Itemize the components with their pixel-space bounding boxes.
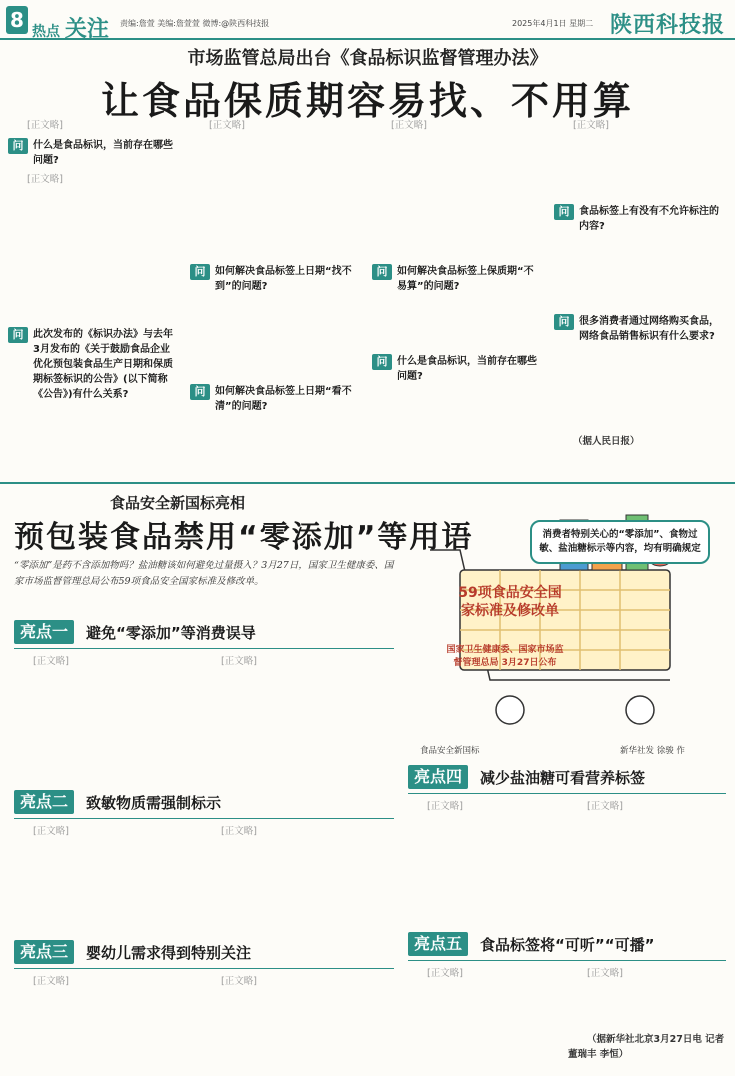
question-block: [190, 264, 360, 294]
question-text: 什么是食品标识，当前存在哪些问题?: [33, 139, 173, 166]
highlight-2-col2: [正文略]: [221, 826, 257, 837]
editors-line: 责编:詹萱 美编:詹萱萱 微博:@陕西科技报: [120, 19, 270, 28]
question-block: [8, 327, 178, 402]
question-block: [372, 354, 542, 384]
highlight-tag: 亮点一: [14, 620, 74, 644]
speech-bubble: 消费者特别关心的“零添加”、食物过敏、盐油糖标示等内容，均有明确规定: [530, 520, 710, 564]
page-number: 8: [6, 6, 28, 34]
story1-headline: 让食品保质期容易找、不用算: [100, 79, 634, 123]
question-text: 如何解决食品标签上日期“看不清”的问题?: [215, 385, 352, 412]
question-text: 很多消费者通过网络购买食品，网络食品销售标识有什么要求?: [579, 315, 719, 342]
highlight-3-col1: [正文略]: [33, 976, 69, 987]
question-marker: 问: [190, 264, 210, 280]
highlight-rule: [14, 648, 394, 649]
story1-col1: [正文略] 问 什么是食品标识，当前存在哪些问题? [正文略] 问 此次发布的《标识办法》与去年3月发布的《关于鼓励食品企业优化预包装食品生产日期和保质期标签标识的公告》(以下简称《公告》)有什么关系?: [8, 118, 178, 478]
highlight-2-bar: [14, 790, 221, 814]
question-text: 此次发布的《标识办法》与去年3月发布的《关于鼓励食品企业优化预包装食品生产日期和保质期标签标识的公告》(以下简称《公告》)有什么关系?: [33, 329, 173, 400]
question-text: 食品标签上有没有不允许标注的内容?: [579, 205, 719, 232]
story1-col3: [正文略] 问 如何解决食品标签上保质期“不易算”的问题? 问 什么是食品标识，当前存在哪些问题?: [372, 118, 542, 478]
illustration-caption: 食品安全新国标: [420, 746, 480, 756]
highlight-4-col1: [正文略]: [427, 801, 463, 812]
highlight-5-col1: [正文略]: [427, 968, 463, 979]
highlight-tag: 亮点二: [14, 790, 74, 814]
question-block: [372, 264, 542, 294]
masthead: [0, 0, 735, 40]
question-block: [8, 138, 178, 168]
highlight-tag: 亮点四: [408, 765, 468, 789]
highlight-4-col2: [正文略]: [587, 801, 623, 812]
story1-kicker: 市场监管总局出台《食品标识监督管理办法》: [187, 48, 548, 69]
question-marker: 问: [190, 384, 210, 400]
highlight-tag: 亮点五: [408, 932, 468, 956]
question-block: [554, 204, 726, 234]
highlight-3-bar: [14, 940, 251, 964]
highlight-title: 婴幼儿需求得到特别关注: [86, 943, 252, 962]
story1-end-credit: （据人民日报）: [573, 435, 640, 447]
highlight-title: 致敏物质需强制标示: [86, 793, 222, 812]
section-name: [32, 12, 109, 43]
highlight-5-bar: [408, 932, 654, 956]
highlight-title: 避免“零添加”等消费误导: [86, 623, 256, 642]
cart-title: 59项食品安全国家标准及修改单: [458, 585, 562, 619]
highlight-1-col1: [正文略]: [33, 656, 69, 667]
highlight-rule: [14, 968, 394, 969]
question-text: 什么是食品标识，当前存在哪些问题?: [397, 355, 537, 382]
story-divider: [0, 482, 735, 484]
story2-end-credit: （据新华社北京3月27日电 记者 董瑞丰 李恒）: [568, 1033, 725, 1060]
highlight-5-col2: [正文略] （据新华社北京3月27日电 记者 董瑞丰 李恒）: [568, 966, 726, 1074]
story2-kicker: 食品安全新国标亮相: [110, 494, 246, 512]
highlight-1-col2: [正文略]: [221, 656, 257, 667]
story2-headline: 预包装食品禁用“零添加”等用语: [14, 520, 474, 555]
question-text: 如何解决食品标签上保质期“不易算”的问题?: [397, 265, 534, 292]
highlight-3-col2: [正文略]: [221, 976, 257, 987]
question-marker: 问: [372, 264, 392, 280]
highlight-title: 减少盐油糖可看营养标签: [480, 768, 646, 787]
highlight-rule: [14, 818, 394, 819]
highlight-tag: 亮点三: [14, 940, 74, 964]
question-marker: 问: [8, 138, 28, 154]
question-marker: 问: [372, 354, 392, 370]
highlight-rule: [408, 793, 726, 794]
question-marker: 问: [554, 204, 574, 220]
question-text: 如何解决食品标签上日期“找不到”的问题?: [215, 265, 352, 292]
section-big: 关注: [64, 17, 109, 42]
story1-col4: [正文略] 问 食品标签上有没有不允许标注的内容? 问 很多消费者通过网络购买食品，网络食品销售标识有什么要求? （据人民日报）: [554, 118, 726, 478]
question-marker: 问: [8, 327, 28, 343]
highlight-1-bar: [14, 620, 256, 644]
story1-col2: [正文略] 问 如何解决食品标签上日期“找不到”的问题? 问 如何解决食品标签上日期“看不清”的问题?: [190, 118, 360, 478]
cart-subtitle: 国家卫生健康委、国家市场监督管理总局 3月27日公布: [446, 645, 564, 668]
paper-name: 陕西科技报: [610, 12, 726, 38]
question-block: [190, 384, 360, 414]
story2-lead: “零添加”是药不含添加物吗？盐油糖该如何避免过量摄入？3月27日，国家卫生健康委、国家市场监督管理总局公布59项食品安全国家标准及修改单。: [14, 560, 394, 587]
highlight-title: 食品标签将“可听”“可播”: [480, 935, 655, 954]
highlight-4-bar: [408, 765, 645, 789]
question-marker: 问: [554, 314, 574, 330]
highlight-rule: [408, 960, 726, 961]
illustration-credit: 新华社发 徐骏 作: [620, 746, 685, 756]
highlight-2-col1: [正文略]: [33, 826, 69, 837]
question-block: [554, 314, 726, 344]
dateline: 2025年4月1日 星期二: [512, 19, 594, 28]
section-small: 热点: [32, 24, 60, 40]
